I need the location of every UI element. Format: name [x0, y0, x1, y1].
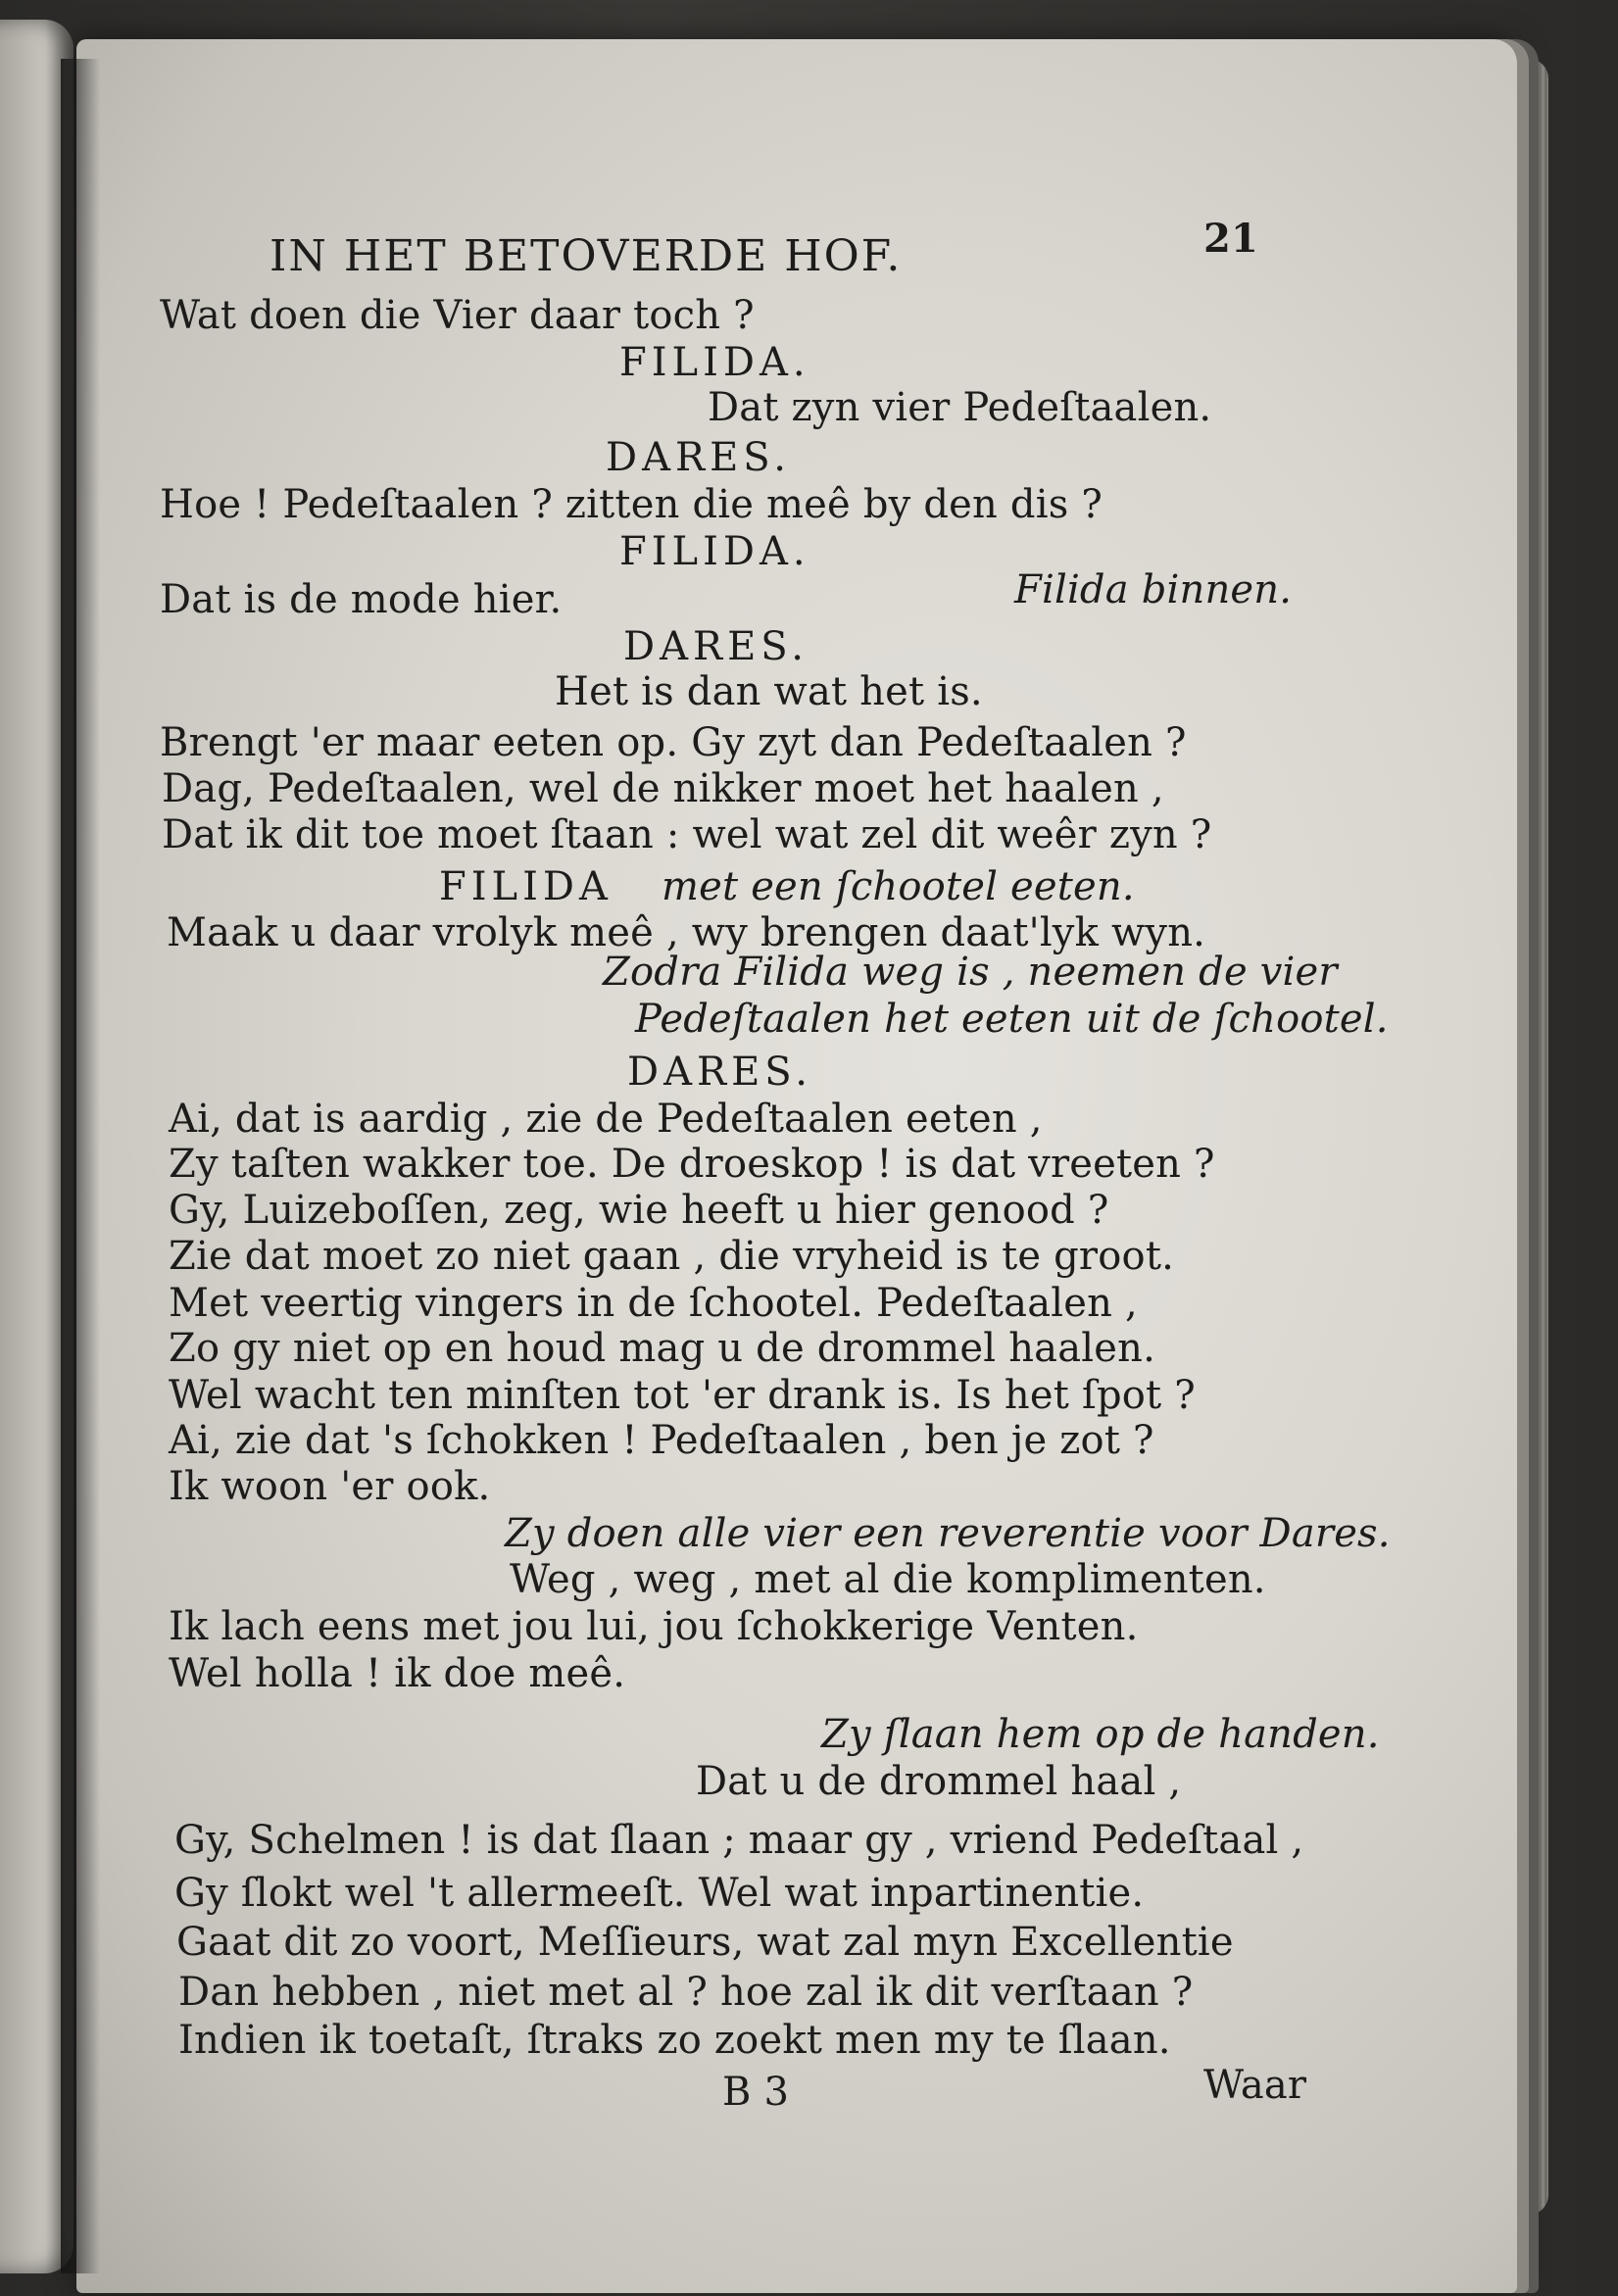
stage-direction: Zodra Filida weg is , neemen de vier — [603, 950, 1338, 995]
speaker-name: DARES. — [623, 624, 809, 669]
verse-line: Ik lach eens met jou lui, jou ſchokkerige Venten. — [169, 1604, 1139, 1649]
speaker-name: DARES. — [627, 1050, 812, 1095]
stage-direction: Zy ſlaan hem op de handen. — [821, 1712, 1380, 1757]
stage-direction: Zy doen alle vier een reverentie voor Dares. — [505, 1511, 1391, 1556]
stage-direction: met een ſchootel eeten. — [662, 864, 1135, 909]
page-number: 21 — [1203, 216, 1259, 262]
verse-line: Gy, Luizeboſſen, zeg, wie heeft u hier genood ? — [169, 1188, 1109, 1233]
verse-line: Ik woon 'er ook. — [169, 1464, 491, 1509]
signature-mark: B 3 — [722, 2070, 790, 2115]
verse-line: Ai, dat is aardig , zie de Pedeſtaalen eeten , — [169, 1097, 1043, 1142]
stage-direction: Pedeſtaalen het eeten uit de ſchootel. — [635, 997, 1389, 1042]
verse-line: Dan hebben , niet met al ? hoe zal ik dit verſtaan ? — [178, 1970, 1194, 2015]
verse-line: Dat ik dit toe moet ſtaan : wel wat zel dit weêr zyn ? — [162, 812, 1212, 857]
verse-line: Wel holla ! ik doe meê. — [169, 1651, 626, 1696]
verse-line: Indien ik toetaſt, ſtraks zo zoekt men my te ſlaan. — [178, 2018, 1171, 2063]
verse-line: Wel wacht ten minſten tot 'er drank is. Is het ſpot ? — [169, 1373, 1196, 1418]
verse-line: Gaat dit zo voort, Meſſieurs, wat zal myn Excellentie — [176, 1920, 1234, 1965]
verse-line: Wat doen die Vier daar toch ? — [160, 293, 755, 338]
gutter-shadow — [61, 59, 100, 2273]
catchword: Waar — [1203, 2063, 1307, 2108]
speaker-name: FILIDA — [439, 864, 613, 909]
verse-line: Dat u de drommel haal , — [696, 1759, 1182, 1804]
verse-line: Maak u daar vrolyk meê , wy brengen daat'lyk wyn. — [167, 910, 1206, 955]
speaker-name: FILIDA. — [619, 529, 810, 574]
verse-line: Gy ſlokt wel 't allermeeſt. Wel wat inpartinentie. — [174, 1871, 1145, 1916]
verse-line: Zy taſten wakker toe. De droeskop ! is dat vreeten ? — [169, 1142, 1215, 1187]
running-title: IN HET BETOVERDE HOF. — [270, 231, 903, 281]
verse-line: Ai, zie dat 's ſchokken ! Pedeſtaalen , ben je zot ? — [169, 1418, 1154, 1463]
verse-line: Hoe ! Pedeſtaalen ? zitten die meê by den dis ? — [160, 482, 1103, 527]
verse-line: Weg , weg , met al die komplimenten. — [510, 1557, 1266, 1602]
verse-line: Zie dat moet zo niet gaan , die vryheid is te groot. — [169, 1234, 1175, 1279]
verse-line: Met veertig vingers in de ſchootel. Pedeſtaalen , — [169, 1281, 1138, 1326]
verse-line: Dag, Pedeſtaalen, wel de nikker moet het haalen , — [162, 766, 1164, 811]
verse-line: Het is dan wat het is. — [555, 669, 983, 714]
speaker-name: DARES. — [606, 435, 791, 480]
speaker-name: FILIDA. — [619, 340, 810, 385]
stage-direction: Filida binnen. — [1014, 567, 1293, 612]
verse-line: Brengt 'er maar eeten op. Gy zyt dan Pedeſtaalen ? — [160, 720, 1187, 765]
verse-line: Gy, Schelmen ! is dat ſlaan ; maar gy , vriend Pedeſtaal , — [174, 1818, 1304, 1863]
verse-line: Zo gy niet op en houd mag u de drommel haalen. — [169, 1326, 1156, 1371]
verse-line: Dat zyn vier Pedeſtaalen. — [708, 385, 1212, 430]
verse-line: Dat is de mode hier. — [160, 577, 563, 622]
